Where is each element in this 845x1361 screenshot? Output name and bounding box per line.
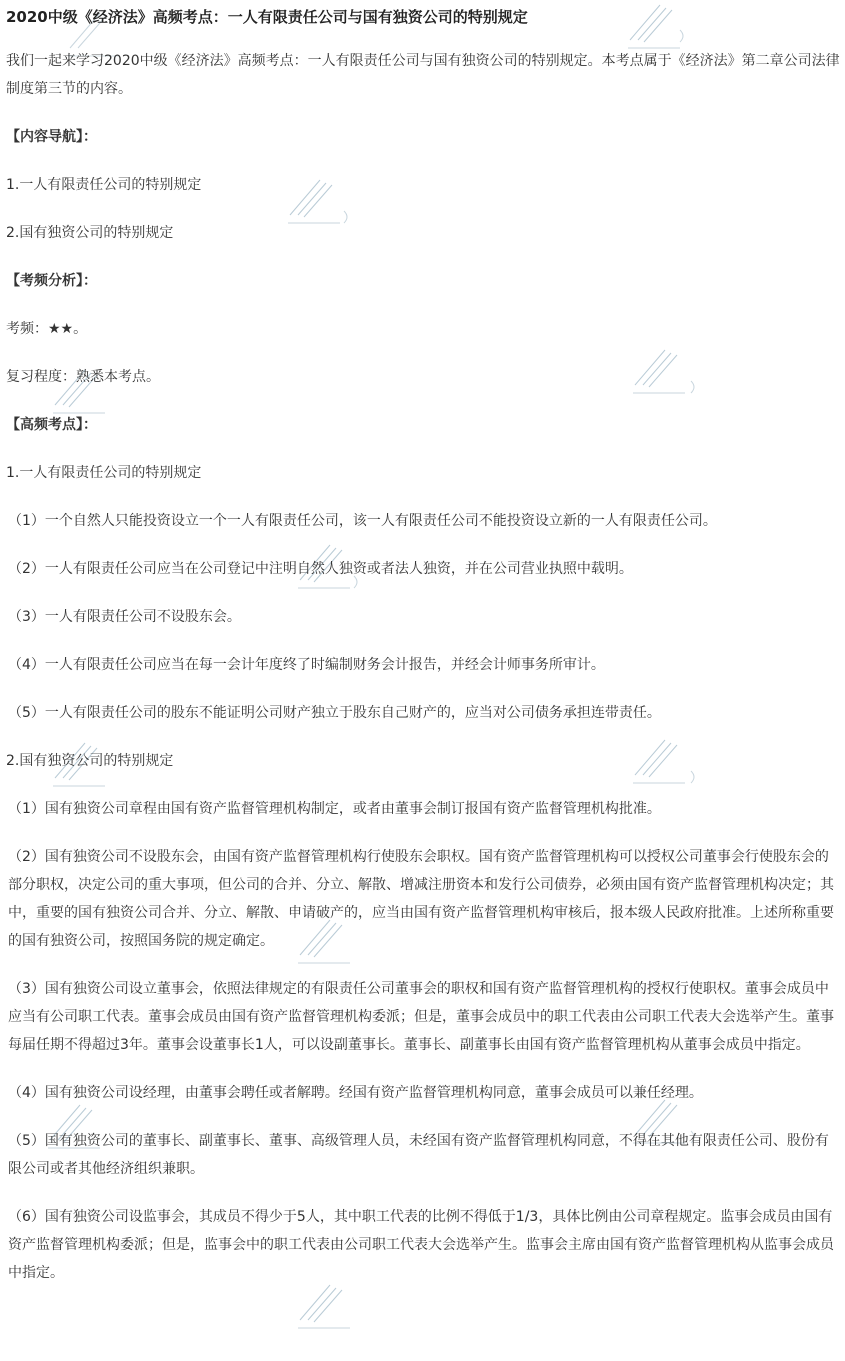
section2-item: （1）国有独资公司章程由国有资产监督管理机构制定，或者由董事会制订报国有资产监督管理机构批准。 [8, 801, 661, 817]
analysis-heading: 【考频分析】： [6, 273, 97, 289]
section2-item: （3）国有独资公司设立董事会，依照法律规定的有限责任公司董事会的职权和国有资产监督管理机构的授权行使职权。董事会成员中应当有公司职工代表。董事会成员由国有资产监督管理机构委派；但是，董事会成员中的职工代表由公司职工代表大会选举产生。董事每届任期不得超过3年。董事会设董事长1人，可以设副董事长。董事长、副董事长由国有资产监督管理机构从董事会成员中指定。 [8, 981, 834, 1053]
section2-item: （2）国有独资公司不设股东会，由国有资产监督管理机构行使股东会职权。国有资产监督管理机构可以授权公司董事会行使股东会的部分职权，决定公司的重大事项，但公司的合并、分立、解散、增减注册资本和发行公司债券，必须由国有资产监督管理机构决定；其中，重要的国有独资公司合并、分立、解散、申请破产的，应当由国有资产监督管理机构审核后，报本级人民政府批准。上述所称重要的国有独资公司，按照国务院的规定确定。 [8, 849, 834, 949]
section1-item: （3）一人有限责任公司不设股东会。 [8, 609, 241, 625]
section2-title: 2.国有独资公司的特别规定 [6, 753, 174, 769]
section1-title: 1.一人有限责任公司的特别规定 [6, 465, 202, 481]
section2-item: （5）国有独资公司的董事长、副董事长、董事、高级管理人员，未经国有资产监督管理机构同意，不得在其他有限责任公司、股份有限公司或者其他经济组织兼职。 [8, 1133, 829, 1177]
intro-paragraph: 我们一起来学习2020中级《经济法》高频考点：一人有限责任公司与国有独资公司的特别规定。本考点属于《经济法》第二章公司法律制度第三节的内容。 [6, 53, 840, 97]
review-text: 复习程度：熟悉本考点。 [6, 369, 160, 385]
section1-item: （5）一人有限责任公司的股东不能证明公司财产独立于股东自己财产的，应当对公司债务承担连带责任。 [8, 705, 661, 721]
section2-item: （6）国有独资公司设监事会，其成员不得少于5人，其中职工代表的比例不得低于1/3，具体比例由公司章程规定。监事会成员由国有资产监督管理机构委派；但是，监事会中的职工代表由公司职工代表大会选举产生。监事会主席由国有资产监督管理机构从监事会成员中指定。 [8, 1209, 834, 1281]
nav-heading: 【内容导航】： [6, 129, 97, 145]
section2-item: （4）国有独资公司设经理，由董事会聘任或者解聘。经国有资产监督管理机构同意，董事会成员可以兼任经理。 [8, 1085, 703, 1101]
pen-watermark-icon [290, 1280, 370, 1340]
article-title: 2020中级《经济法》高频考点：一人有限责任公司与国有独资公司的特别规定 [6, 8, 528, 26]
article [6, 0, 840, 1287]
section1-item: （4）一人有限责任公司应当在每一会计年度终了时编制财务会计报告，并经会计师事务所审计。 [8, 657, 605, 673]
section1-item: （2）一人有限责任公司应当在公司登记中注明自然人独资或者法人独资，并在公司营业执照中载明。 [8, 561, 633, 577]
frequency-text: 考频：★★。 [6, 321, 88, 337]
points-heading: 【高频考点】： [6, 417, 97, 433]
section1-item: （1）一个自然人只能投资设立一个一人有限责任公司，该一人有限责任公司不能投资设立新的一人有限责任公司。 [8, 513, 717, 529]
nav-item-1: 1.一人有限责任公司的特别规定 [6, 177, 202, 193]
nav-item-2: 2.国有独资公司的特别规定 [6, 225, 174, 241]
